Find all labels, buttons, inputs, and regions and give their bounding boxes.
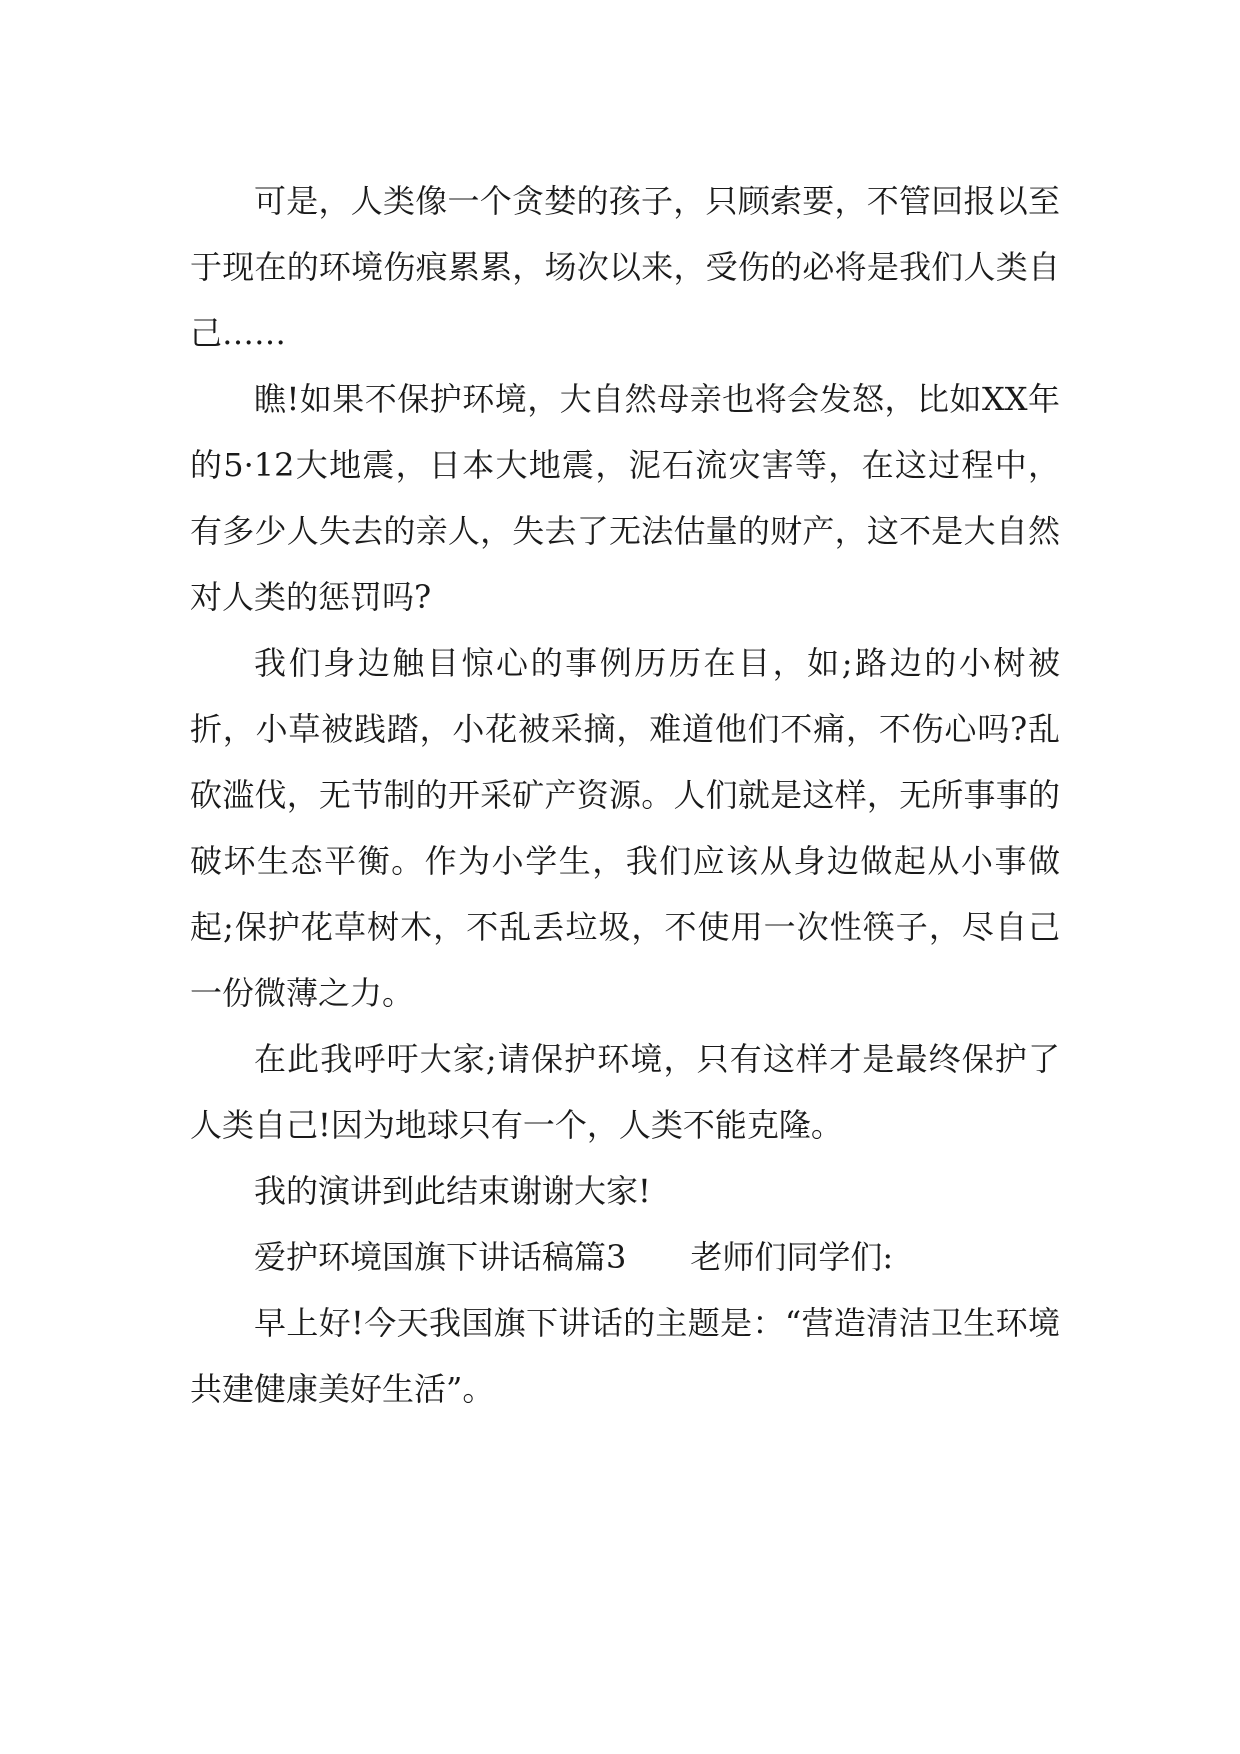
section-heading: [190, 1224, 1060, 1290]
paragraph-theme: 早上好!今天我国旗下讲话的主题是：“营造清洁卫生环境 共建健康美好生活”。: [190, 1304, 1060, 1408]
section-salutation: 老师们同学们:: [690, 1238, 894, 1276]
paragraph-appeal: 在此我呼吁大家;请保护环境，只有这样才是最终保护了人类自己!因为地球只有一个，人类不能克隆。: [190, 1040, 1060, 1144]
section-title: 爱护环境国旗下讲话稿篇3: [254, 1238, 627, 1276]
paragraph-thanks: 我的演讲到此结束谢谢大家!: [254, 1172, 651, 1210]
paragraph-greed: 可是，人类像一个贪婪的孩子，只顾索要，不管回报以至于现在的环境伤痕累累，场次以来，受伤的必将是我们人类自己……: [190, 182, 1060, 352]
document-body: [190, 168, 1060, 1422]
paragraph-nature-anger: 瞧!如果不保护环境，大自然母亲也将会发怒，比如XX年的5·12大地震，日本大地震，泥石流灾害等，在这过程中，有多少人失去的亲人，失去了无法估量的财产，这不是大自然对人类的惩罚吗?: [190, 380, 1060, 616]
paragraph-examples: 我们身边触目惊心的事例历历在目，如;路边的小树被折，小草被践踏，小花被采摘，难道他们不痛，不伤心吗?乱砍滥伐，无节制的开采矿产资源。人们就是这样，无所事事的破坏生态平衡。作为小学生，我们应该从身边做起从小事做起;保护花草树木，不乱丢垃圾，不使用一次性筷子，尽自己一份微薄之力。: [190, 644, 1060, 1012]
